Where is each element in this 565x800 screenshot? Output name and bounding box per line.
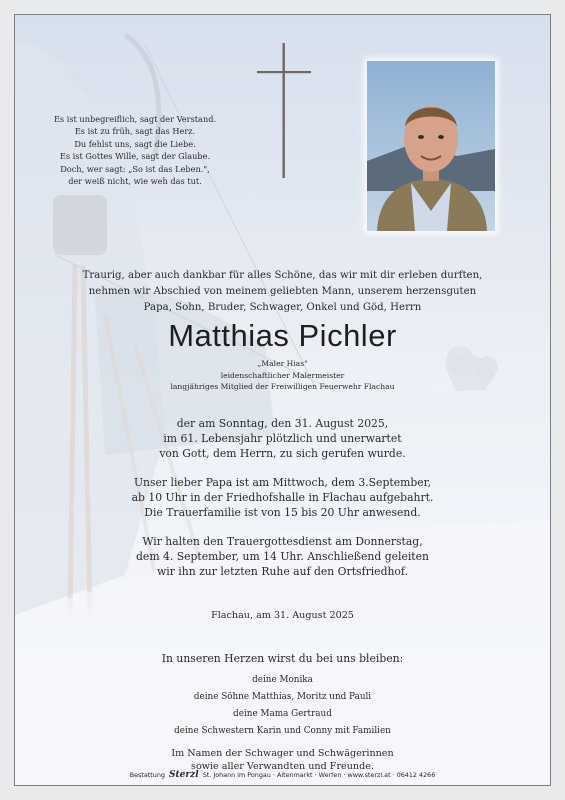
viewing-line: Unser lieber Papa ist am Mittwoch, dem 3.September, [133, 476, 432, 489]
viewing-notice [15, 475, 550, 521]
intro-line: nehmen wir Abschied von meinem geliebten Mann, unserem herzensguten [88, 286, 477, 297]
obituary-card [14, 14, 551, 786]
service-line: wir ihn zur letzten Ruhe auf den Ortsfriedhof. [157, 565, 408, 579]
place-and-date: Flachau, am 31. August 2025 [211, 610, 354, 621]
poem-line: Es ist unbegreiflich, sagt der Verstand. [53, 114, 217, 124]
role-line: langjähriges Mitglied der Freiwilligen Feuerwehr Flachau [170, 382, 395, 391]
poem-line: Doch, wer sagt: „So ist das Leben.", [60, 163, 210, 174]
death-notice [15, 416, 550, 462]
poem-line: Es ist zu früh, sagt das Herz. [74, 126, 196, 137]
poem-line: Du fehlst uns, sagt die Liebe. [74, 138, 196, 149]
service-line: dem 4. September, um 14 Uhr. Anschließend geleiten [136, 550, 429, 564]
deceased-name: Matthias Pichler [168, 318, 397, 353]
mourner-entry: deine Söhne Matthias, Moritz und Pauli [193, 692, 372, 702]
deceased-roles [15, 358, 550, 393]
footer-prefix: Bestattung [129, 771, 165, 779]
service-line: Wir halten den Trauergottesdienst am Donnerstag, [142, 535, 423, 548]
death-line: von Gott, dem Herrn, zu sich gerufen wurde. [159, 447, 406, 461]
role-line: „Maler Hias" [257, 359, 308, 368]
portrait-photo [367, 61, 495, 231]
funeral-home-logo: Sterzl [168, 770, 199, 780]
intro-line: Traurig, aber auch dankbar für alles Schöne, das wir mit dir erleben durften, [82, 270, 483, 281]
mourner-entry: deine Monika [252, 675, 313, 685]
role-line: leidenschaftlicher Malermeister [220, 370, 345, 380]
funeral-home-footer [0, 770, 565, 780]
poem-line: Es ist Gottes Wille, sagt der Glaube. [59, 151, 211, 162]
mourner-entry: deine Mama Gertraud [233, 709, 332, 719]
cross-icon [257, 43, 311, 178]
closing-line: sowie aller Verwandten und Freunde. [191, 761, 374, 772]
intro-text [45, 268, 520, 316]
mourner-entry: deine Schwestern Karin und Conny mit Familien [174, 726, 391, 736]
intro-line: Papa, Sohn, Bruder, Schwager, Onkel und Göd, Herrn [143, 302, 422, 313]
mourners-heading: In unseren Herzen wirst du bei uns bleiben: [161, 652, 404, 665]
closing-line: Im Namen der Schwager und Schwägerinnen [171, 748, 394, 759]
poem-line: der weiß nicht, wie weh das tut. [68, 176, 202, 187]
death-line: im 61. Lebensjahr plötzlich und unerwartet [163, 432, 402, 446]
poem [35, 113, 235, 187]
viewing-line: ab 10 Uhr in der Friedhofshalle in Flachau aufgebahrt. [131, 491, 434, 505]
viewing-line: Die Trauerfamilie ist von 15 bis 20 Uhr anwesend. [144, 506, 421, 520]
mourners-list [15, 672, 550, 740]
funeral-service-notice [15, 534, 550, 580]
footer-details: St. Johann im Pongau · Altenmarkt · Werfen · www.sterzl.at · 06412 4266 [202, 771, 436, 779]
death-line: der am Sonntag, den 31. August 2025, [176, 417, 389, 430]
